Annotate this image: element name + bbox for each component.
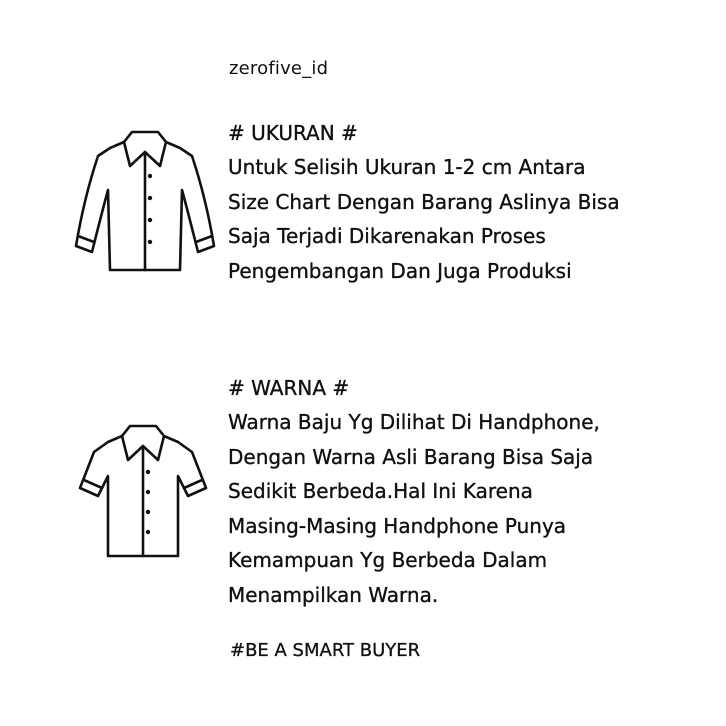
section-line: Dengan Warna Asli Barang Bisa Saja	[228, 444, 594, 469]
long-sleeve-shirt-icon	[72, 128, 216, 274]
section-line: Untuk Selisih Ukuran 1-2 cm Antara	[228, 155, 586, 179]
section-line: Size Chart Dengan Barang Aslinya Bisa	[228, 189, 620, 214]
section-line: Warna Baju Yg Dilihat Di Handphone,	[228, 410, 600, 434]
section-line: Sedikit Berbeda.Hal Ini Karena	[228, 479, 533, 503]
footer-tagline: #BE A SMART BUYER	[230, 640, 421, 661]
short-sleeve-shirt-icon	[76, 420, 210, 560]
section-line: Menampilkan Warna.	[228, 582, 439, 607]
section-line: Saja Terjadi Dikarenakan Proses	[228, 224, 546, 248]
section-line: Kemampuan Yg Berbeda Dalam	[228, 548, 548, 572]
section-line: Masing-Masing Handphone Punya	[228, 513, 567, 538]
section-heading: # WARNA #	[228, 376, 350, 400]
section-heading: # UKURAN #	[228, 121, 358, 145]
section-warna	[228, 371, 708, 612]
section-ukuran	[228, 116, 708, 288]
brand-name: zerofive_id	[229, 58, 329, 79]
section-line: Pengembangan Dan Juga Produksi	[228, 258, 572, 283]
